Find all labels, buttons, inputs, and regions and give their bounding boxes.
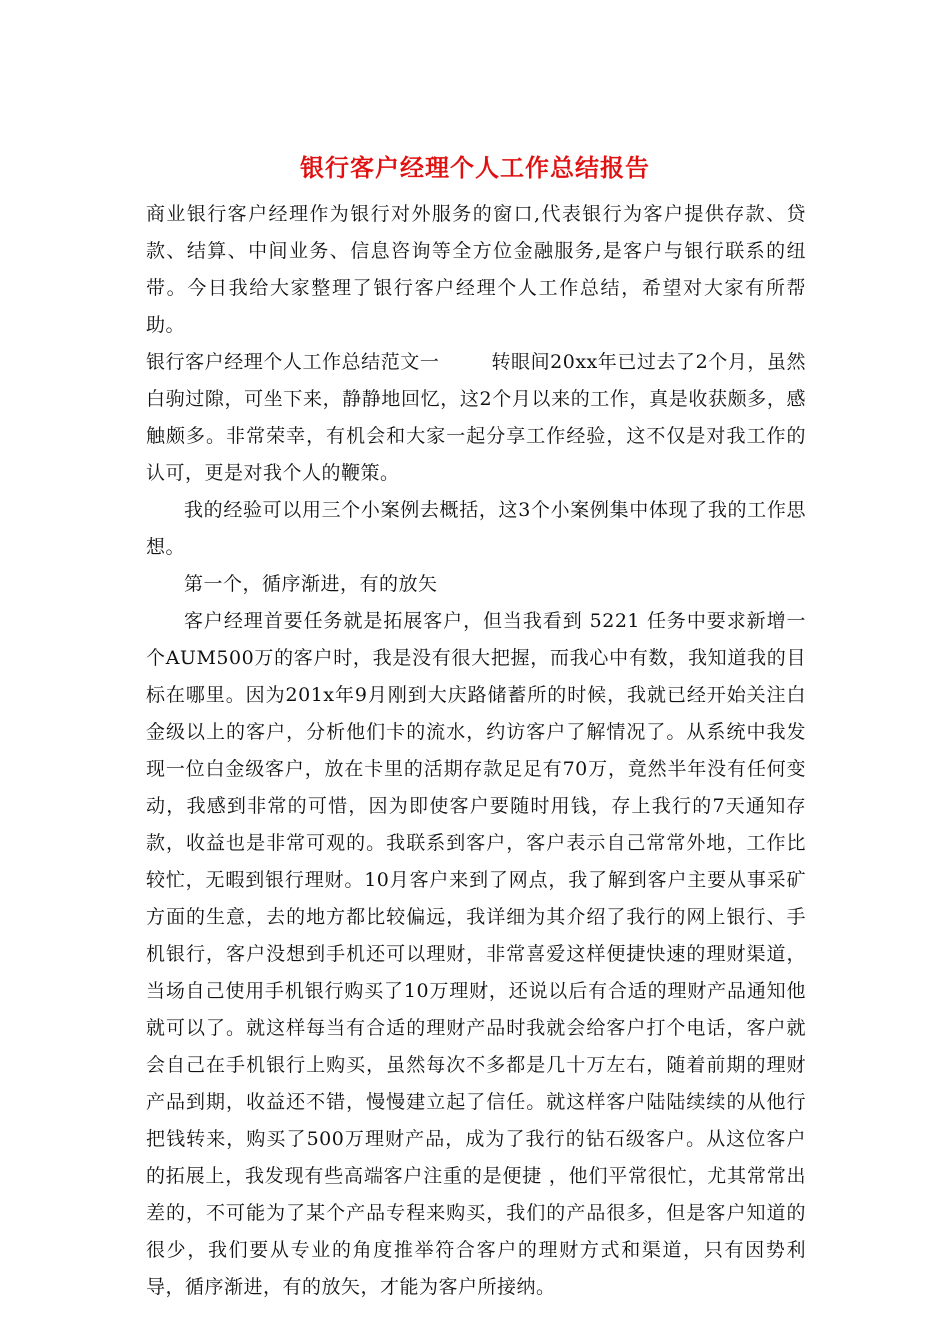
case-one-heading: 第一个，循序渐进，有的放矢: [184, 573, 438, 595]
intro-paragraph: 商业银行客户经理作为银行对外服务的窗口,代表银行为客户提供存款、贷款、结算、中间业务、信息咨询等全方位金融服务,是客户与银行联系的纽带。今日我给大家整理了银行客户经理个人工作总结，希望对大家有所帮助。: [146, 203, 806, 336]
case-one-paragraph: 客户经理首要任务就是拓展客户，但当我看到 5221 任务中要求新增一个AUM500万的客户时，我是没有很大把握，而我心中有数，我知道我的目标在哪里。因为201x年9月刚到大庆路储蓄所的时候，我就已经开始关注白金级以上的客户，分析他们卡的流水，约访客户了解情况了。从系统中我发现一位白金级客户，放在卡里的活期存款足足有70万，竟然半年没有任何变动，我感到非常的可惜，因为即使客户要随时用钱，存上我行的7天通知存款，收益也是非常可观的。我联系到客户，客户表示自己常常外地，工作比较忙，无暇到银行理财。10月客户来到了网点，我了解到客户主要从事采矿方面的生意，去的地方都比较偏远，我详细为其介绍了我行的网上银行、手机银行，客户没想到手机还可以理财，非常喜爱这样便捷快速的理财渠道，当场自己使用手机银行购买了10万理财，还说以后有合适的理财产品通知他就可以了。就这样每当有合适的理财产品时我就会给客户打个电话，客户就会自己在手机银行上购买，虽然每次不多都是几十万左右，随着前期的理财产品到期，收益还不错，慢慢建立起了信任。就这样客户陆陆续续的从他行把钱转来，购买了500万理财产品，成为了我行的钻石级客户。从这位客户的拓展上，我发现有些高端客户注重的是便捷 ，他们平常很忙，尤其常常出差的，不可能为了某个产品专程来购买，我们的产品很多，但是客户知道的很少，我们要从专业的角度推举符合客户的理财方式和渠道，只有因势利导，循序渐进，有的放矢，才能为客户所接纳。: [146, 610, 806, 1298]
sample-lead-text: 转眼间20xx年已过去了2个月，虽然白驹过隙，可坐下来，静静地回忆，这2个月以来的工作，真是收获颇多，感触颇多。非常荣幸，有机会和大家一起分享工作经验，这不仅是对我工作的认可，更是对我个人的鞭策。: [146, 351, 806, 484]
experience-paragraph: 我的经验可以用三个小案例去概括，这3个小案例集中体现了我的工作思想。: [146, 499, 806, 558]
document-body: [146, 196, 806, 1306]
sample-paragraph: [146, 344, 806, 492]
sample-heading: 银行客户经理个人工作总结范文一: [146, 351, 440, 373]
document-title: 银行客户经理个人工作总结报告: [300, 153, 650, 182]
